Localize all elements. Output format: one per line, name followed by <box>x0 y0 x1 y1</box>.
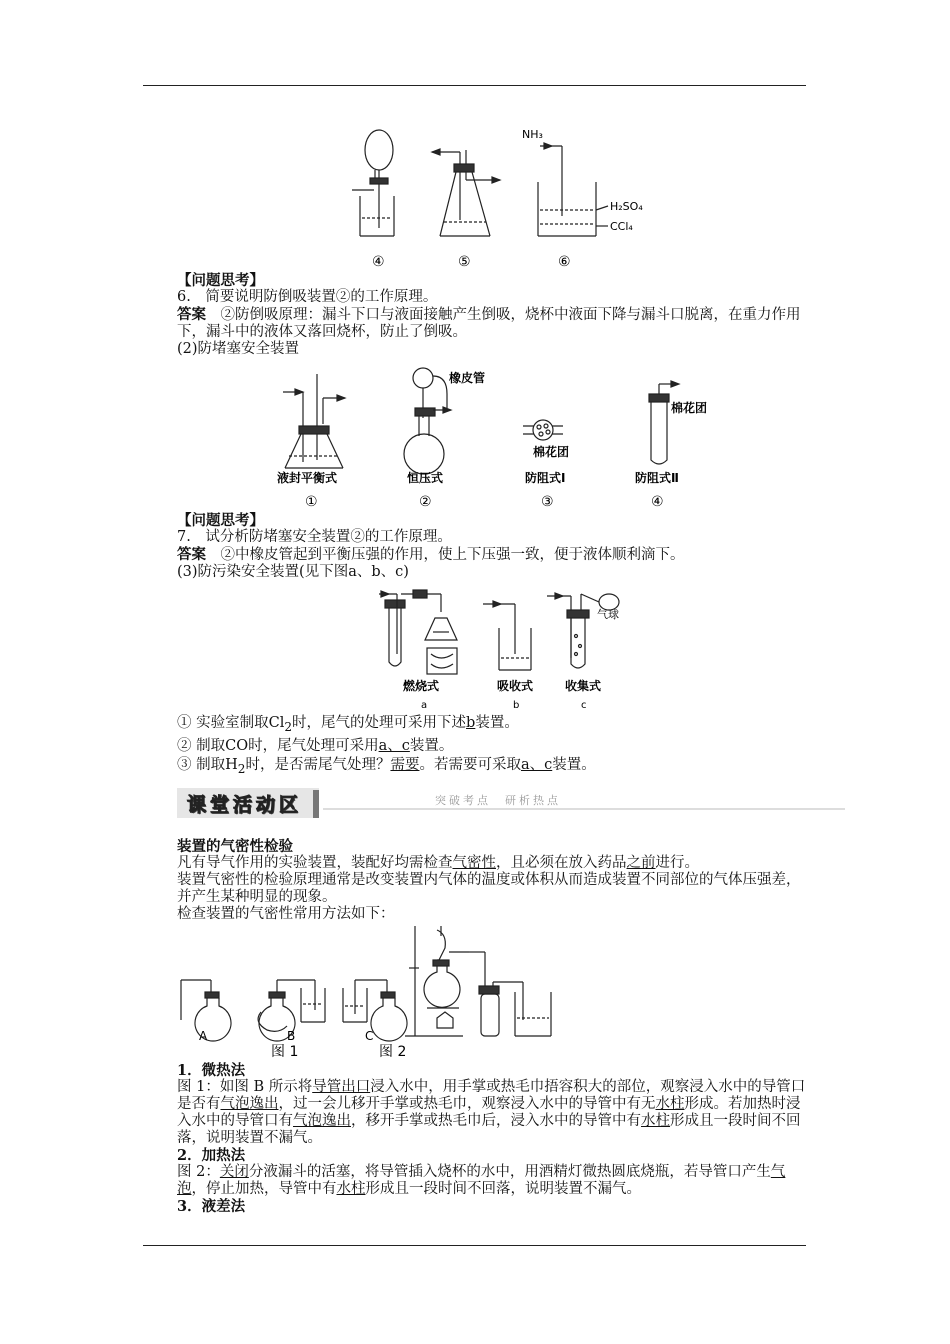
label-nh3: NH₃ <box>522 128 543 141</box>
method-1-title: 1．微热法 <box>177 1062 246 1079</box>
anti-pollution-figure <box>375 588 645 710</box>
name-2: 恒压式 <box>407 471 444 485</box>
item-1: ① 实验室制取$Cl_2$时，尾气的处理可采用下述b装置。 <box>177 715 519 734</box>
label-h2so4: H₂SO₄ <box>610 200 643 213</box>
question-heading: 【问题思考】 <box>177 512 264 529</box>
airtight-p1: 凡有导气作用的实验装置，装配好均需检查气密性，且必须在放入药品之前进行。 <box>177 855 699 871</box>
section-title: (3)防污染安全装置(见下图a、b、c) <box>177 564 409 580</box>
question-text: 6. 简要说明防倒吸装置②的工作原理。 <box>177 289 438 305</box>
anti-suckback-figure <box>340 120 660 270</box>
apparatus-6 <box>538 143 608 236</box>
label-4: ④ <box>372 254 385 270</box>
top-rule <box>143 85 806 86</box>
letter-c: c <box>581 700 587 710</box>
liquid-seal-apparatus <box>283 374 345 468</box>
label-ccl4: CCl₄ <box>610 220 633 233</box>
letter-C: C <box>365 1029 374 1043</box>
banner-subtitle: 突破考点 研析热点 <box>435 794 561 807</box>
label-balloon: 气球 <box>597 608 619 621</box>
combustion-apparatus <box>379 590 457 674</box>
name-absorption: 吸收式 <box>497 679 534 693</box>
blockage-device-2 <box>649 381 679 464</box>
letter-a: a <box>421 700 428 710</box>
item-3: ③ 制取$H_2$时，是否需尾气处理？需要。若需要可采取a、c装置。 <box>177 756 596 776</box>
label-5: ⑤ <box>458 254 471 270</box>
num-4: ④ <box>651 494 664 510</box>
absorption-apparatus <box>483 601 531 670</box>
question-text: 7. 试分析防堵塞安全装置②的工作原理。 <box>177 529 452 545</box>
airtight-p3: 检查装置的气密性常用方法如下： <box>177 906 395 922</box>
question-6 <box>177 272 809 358</box>
airtight-intro <box>177 838 809 923</box>
name-collection: 收集式 <box>565 679 602 693</box>
label-cotton-1: 棉花团 <box>533 445 570 459</box>
banner-title: 课堂活动区 <box>187 794 303 816</box>
name-combustion: 燃烧式 <box>403 679 440 693</box>
banner-line <box>323 808 845 810</box>
section-title: (2)防堵塞安全装置 <box>177 341 300 357</box>
num-3: ③ <box>541 494 554 510</box>
fig1-caption: 图 1 <box>271 1044 299 1060</box>
method-3-title: 3．液差法 <box>177 1198 246 1215</box>
answer-text: 答案 ②中橡皮管起到平衡压强的作用，使上下压强一致，便于液体顺利滴下。 <box>177 546 685 563</box>
label-6: ⑥ <box>558 254 571 270</box>
method-1 <box>177 1062 809 1215</box>
label-rubber-tube: 橡皮管 <box>449 371 486 385</box>
tail-gas-items <box>177 714 809 779</box>
anti-block-figure <box>275 364 725 514</box>
flask-C <box>343 980 407 1041</box>
bottom-rule <box>143 1245 806 1246</box>
apparatus-4 <box>352 130 394 236</box>
airtight-figure <box>175 922 565 1062</box>
blockage-device-1 <box>523 420 563 440</box>
section-banner <box>177 788 847 822</box>
answer-text: 答案 ②防倒吸原理：漏斗下口与液面接触产生倒吸，烧杯中液面下降与漏斗口脱离，在重力作用下，漏斗中的液体又落回烧杯，防止了倒吸。 <box>177 306 801 340</box>
fig2-caption: 图 2 <box>379 1044 407 1060</box>
airtight-p2: 装置气密性的检验原理通常是改变装置内气体的温度或体积从而造成装置不同部位的气体压强差，并产生某种明显的现象。 <box>177 872 801 905</box>
heating-apparatus <box>405 926 551 1036</box>
method-2-title: 2．加热法 <box>177 1147 246 1164</box>
collection-apparatus <box>547 593 619 668</box>
name-4: 防阻式Ⅱ <box>635 471 679 485</box>
constant-pressure-apparatus <box>404 368 451 474</box>
banner-divider <box>313 790 319 818</box>
method-2-text: 图 2：关闭分液漏斗的活塞，将导管插入烧杯的水中，用酒精灯微热圆底烧瓶，若导管口产生气泡，停止加热，导管中有水柱形成且一段时间不回落，说明装置不漏气。 <box>177 1164 786 1197</box>
num-1: ① <box>305 494 318 510</box>
question-heading: 【问题思考】 <box>177 272 264 289</box>
name-1: 液封平衡式 <box>277 471 338 485</box>
label-cotton-2: 棉花团 <box>671 401 708 415</box>
method-1-text: 图 1：如图 B 所示将导管出口浸入水中，用手掌或热毛巾捂容积大的部位，观察浸入水中的导管口是否有气泡逸出，过一会儿移开手掌或热毛巾，观察浸入水中的导管中有无水柱形成。若加热时浸入水中的导管口有气泡逸出，移开手掌或热毛巾后，浸入水中的导管中有水柱形成且一段时间不回落，说明装置不漏气。 <box>177 1079 806 1146</box>
letter-B: B <box>287 1029 296 1043</box>
name-3: 防阻式Ⅰ <box>525 471 566 485</box>
letter-A: A <box>199 1029 208 1043</box>
apparatus-5 <box>432 149 500 236</box>
question-7 <box>177 512 809 581</box>
item-2: ② 制取CO时，尾气处理可采用a、c装置。 <box>177 737 454 754</box>
airtight-title: 装置的气密性检验 <box>177 838 293 855</box>
letter-b: b <box>513 700 520 710</box>
num-2: ② <box>419 494 432 510</box>
